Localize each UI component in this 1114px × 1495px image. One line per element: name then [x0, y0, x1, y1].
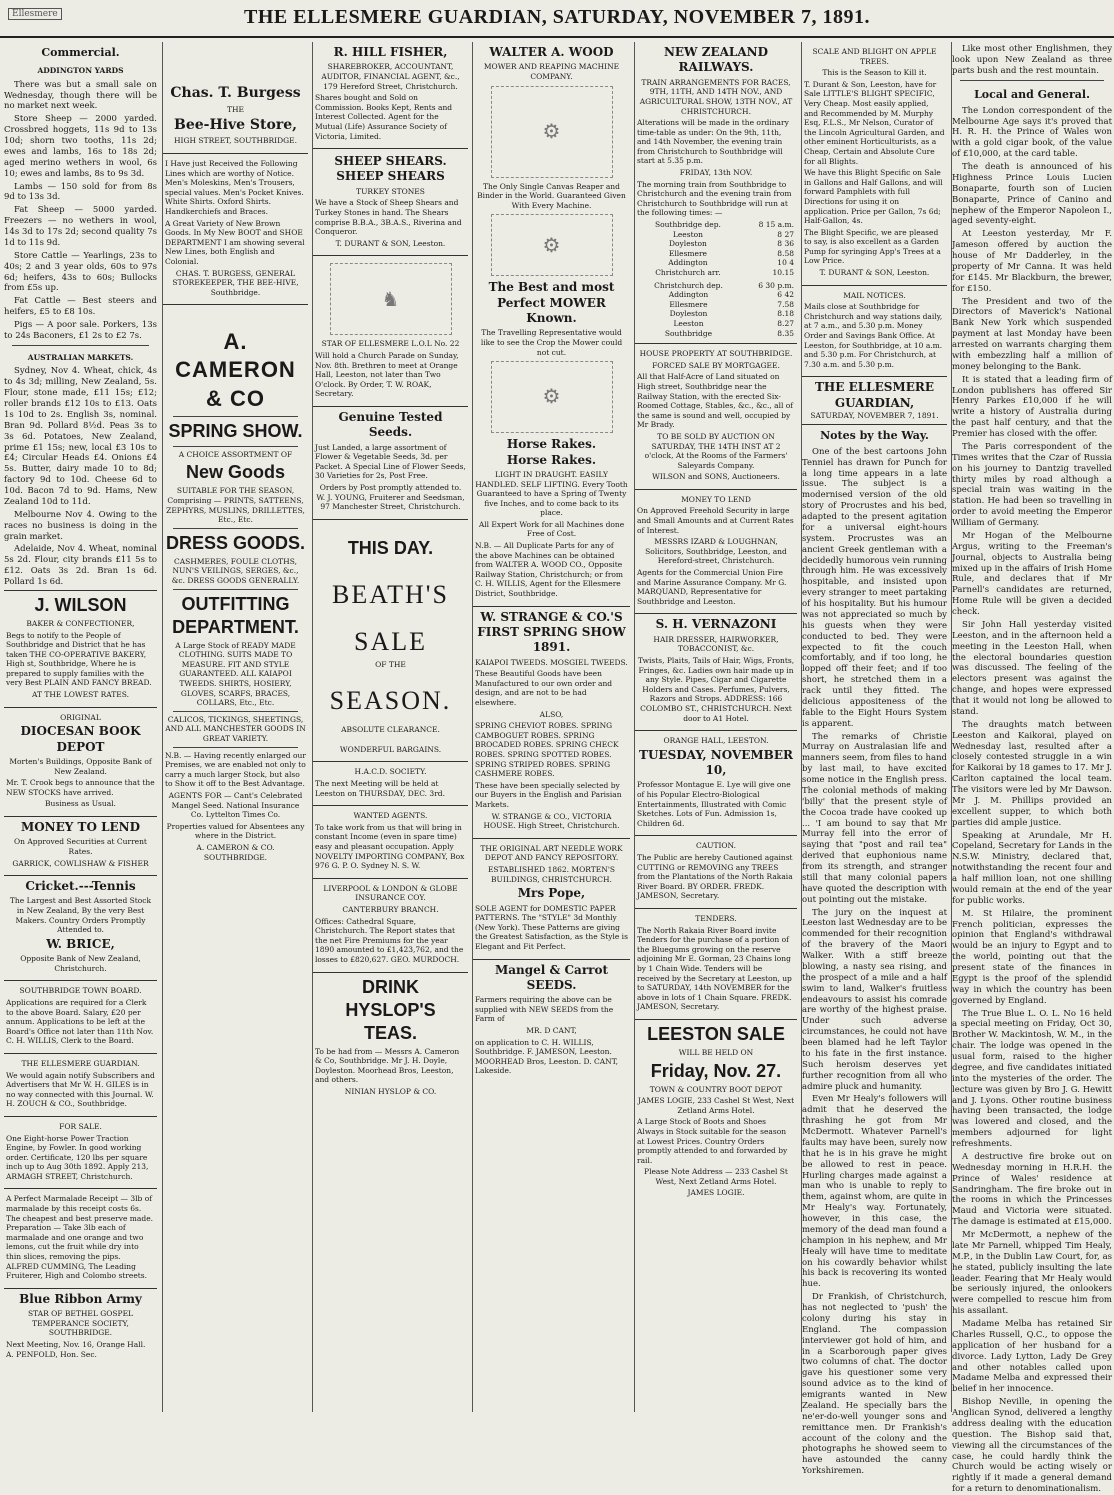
burgess-text2: A Great Variety of New Brown Goods. In My New BOOT and SHOE DEPARTMENT I am showing several New Lines, both English and Colonial.	[165, 218, 305, 266]
timetable-row	[637, 281, 795, 291]
choice-text: A CHOICE ASSORTMENT OF	[178, 449, 293, 459]
strange-ad	[473, 607, 630, 839]
diocesan-heading: DIOCESAN BOOK DEPOT	[20, 724, 141, 754]
notes-heading: Notes by the Way.	[820, 428, 929, 442]
wilson-ad	[4, 590, 157, 708]
suitable-text: SUITABLE FOR THE SEASON, Comprising — PRINTS, SATTEENS, ZEPHYRS, MUSLINS, DRILLETTES, Etc., Etc.	[166, 486, 305, 525]
guardian-heading: THE ELLESMERE GUARDIAN.	[21, 1058, 140, 1068]
logie-text: JAMES LOGIE, 233 Cashel St West, Next Zetland Arms Hotel.	[637, 1096, 795, 1115]
vernazoni-sub: HAIR DRESSER, HAIRWORKER, TOBACCONIST, &c.	[653, 634, 779, 654]
liverpool-text: Offices: Cathedral Square, Christchurch. The Report states that the net Fire Premiums for the year 1890 amounted to £1,423,762, and the losses to £820,627. GEO. MURDOCH.	[315, 916, 464, 964]
vernazoni-ad	[635, 614, 797, 731]
adelaide-text: Adelaide, Nov 4. Wheat, nominal 5s 2d. Flour, city brands £11 5s to £12. Oats 3s 2d. Bran 1s 6d. Pollard 1s 6d.	[4, 544, 157, 588]
editorial-masthead	[802, 377, 947, 424]
tenders-heading: TENDERS.	[695, 913, 737, 923]
mangel-text: Farmers requiring the above can be supplied with NEW SEEDS from the Farm of	[475, 995, 614, 1024]
liverpool-ad	[313, 879, 468, 973]
local-item: The death is announced of his Highness Prince Louis Lucien Bonaparte, fourth son of Lucien Bonaparte, Prince of Canino and nephew of the Emperor Napoleon I., aged seventy-eight.	[952, 162, 1112, 227]
friday-heading: FRIDAY, 13th NOV.	[679, 168, 753, 178]
mangel-heading: Mangel & Carrot SEEDS.	[494, 962, 609, 992]
australian-markets-heading: AUSTRALIAN MARKETS.	[27, 352, 134, 362]
column-7	[951, 42, 1112, 1495]
timetable-down	[637, 281, 795, 339]
ribbon-sub: STAR OF BETHEL GOSPEL TEMPERANCE SOCIETY, SOUTHBRIDGE.	[27, 1309, 134, 1338]
local-item: The True Blue L. O. L. No 16 held a special meeting on Friday, Oct 30, Brother W. Mackintosh, W. M., in the chair. The lodge was opened in the usual form, raised to the higher degree, and five candidates initiated into the mysteries of the order. The lecture was given by Bro J. G. Hewitt and J. Lyons. Other routine business having been transacted, the lodge was lowered and closed, and the members adjourned for light refreshments.	[952, 1008, 1112, 1150]
column-3	[312, 42, 468, 1412]
burgess-heading: Chas. T. Burgess	[170, 85, 301, 101]
diocesan-sub: Morten's Buildings, Opposite Bank of New Zealand.	[9, 756, 152, 776]
also-text: ALSO,	[539, 709, 564, 719]
brice-sub: Opposite Bank of New Zealand, Christchurch.	[20, 954, 141, 973]
tenders-text: The North Rakaia River Board invite Tenders for the purchase of a portion of the Bluegums growing on the reserve adjoining Mr E. Gorman, 23 Chains long by 1 Chain Wide. Tenders will be received by the Secretary at Leeston, up to SATURDAY, 14th NOVEMBER for the above in lots of 1 Chain Square. FREDK. JAMESON, Secretary.	[637, 925, 792, 1012]
horseman-illustration-icon: ♞	[330, 263, 452, 335]
blight-sign: T. DURANT & SON, Leeston.	[819, 268, 930, 278]
calicos-text: CALICOS, TICKINGS, SHEETINGS, AND ALL MANCHESTER GOODS IN GREAT VARIETY.	[165, 714, 306, 744]
departure-time: 8.35	[777, 328, 794, 338]
tuesday-heading: TUESDAY, NOVEMBER 10,	[639, 747, 793, 778]
local-item: A destructive fire broke out on Wednesday morning in H.R.H. the Prince of Wales' residence at Sandringham. The fire broke out in the rooms in which the Princesses Maud and Victoria were situated. The damage is estimated at £15,000.	[952, 1151, 1112, 1228]
railways-ad	[635, 42, 797, 344]
cant-name: MR. D CANT,	[526, 1026, 577, 1035]
timetable-row	[637, 220, 795, 230]
caution-heading: CAUTION.	[695, 841, 737, 851]
nb-text: N.B. — Having recently enlarged our Premises, we are enabled not only to carry a much larger Stock, but also to Show it off to the Best Advantage.	[165, 750, 306, 789]
mail-heading: MAIL NOTICES.	[843, 290, 906, 300]
hacd-text: The next Meeting will be held at Leeston on THURSDAY, DEC. 3rd.	[315, 779, 445, 798]
money-ad	[4, 817, 157, 876]
cameron-sign: A. CAMERON & CO. SOUTHBRIDGE.	[196, 842, 275, 862]
lambs-text: Lambs — 150 sold for from 8s 9d to 13s 3d.	[4, 181, 157, 203]
departure-time: 10 4	[777, 258, 794, 268]
fisher-heading: R. HILL FISHER,	[333, 45, 448, 59]
lend-ad	[635, 490, 797, 615]
logie-sign: JAMES LOGIE.	[687, 1188, 745, 1198]
blight-sub: This is the Season to Kill it.	[822, 68, 927, 78]
lodge-text: Will hold a Church Parade on Sunday, Nov. 8th. Brethren to meet at Orange Hall, Leeston, not later than Two O'clock. By Order, T. W. ROAK, Secretary.	[315, 350, 459, 399]
station-name: Southbridge	[664, 328, 713, 338]
marquand-text: Agents for the Commercial Union Fire and Marine Assurance Company. Mr G. MARQUAND, Representative for Southbridge and Leeston.	[637, 568, 787, 606]
guardian-text: We would again notify Subscribers and Advertisers that Mr W. H. GILES is in no way connected with this Journal. W. H. ZOUCH & CO., Southbridge.	[6, 1070, 155, 1109]
timetable-up	[637, 220, 795, 278]
timetable-row	[637, 239, 795, 249]
shears-text: We have a Stock of Sheep Shears and Turkey Stones in hand. The Shears comprise B.B.A., 3B.A.S., Riverina and Conqueror.	[315, 198, 462, 237]
strange-year: 1891.	[532, 640, 571, 655]
rakes-text: LIGHT IN DRAUGHT. EASILY HANDLED. SELF LIFTING. Every Tooth Guaranteed to have a Spring of Twenty five Inches, and to come back to its place.	[475, 469, 628, 518]
divider	[173, 446, 298, 447]
timetable-row	[637, 329, 795, 339]
station-name: Addington	[668, 258, 708, 268]
departure-time: 8 27	[777, 229, 794, 239]
timetable-row	[637, 268, 795, 278]
brice-name: W. BRICE,	[46, 936, 115, 951]
cricket-text: The Largest and Best Assorted Stock in New Zealand, By the very Best Makers. Country Orders Promptly Attended to.	[9, 896, 152, 935]
lodge-ad	[313, 256, 468, 407]
local-item: The Paris correspondent of the Times writes that the Czar of Russia on his journey to Dantzig travelled thirty miles by road although a special train was waiting in the station. He had been so travelling in order to avoid meeting the Emperor William of Germany.	[952, 441, 1112, 529]
dress-heading: DRESS GOODS.	[165, 532, 306, 553]
local-item: Bishop Neville, in opening the Anglican Synod, delivered a lengthy address dealing with the education question. The Bishop said that, viewing all the circumstances of the case, he could hardly think the Church would be acting wisely or rightly if it made a general demand for a return to denominationalism.	[952, 1397, 1112, 1495]
local-item: The draughts match between Leeston and Kaikorai, played on Wednesday last, resulted after a closely contested struggle in a win for Kaikorai by 18 games to 17. Mr J. Carlton captained the local team. The visitors were led by Mr Dawson. Mr J. M. Phillips provided an excellent supper, to which both parties did ample justice.	[952, 719, 1112, 828]
cant-text: on application to C. H. WILLIS, Southbridge. F. JAMESON, Leeston. MOORHEAD Bros, Leeston. D. CANT, Lakeside.	[475, 1037, 619, 1076]
blight-text2: We have this Blight Specific on Sale in Gallons and Half Gallons, and will forward Pamphlets with full Directions for using it on application. Price per Gallon, 7s 6d; Half-Gallon, 4s.	[804, 168, 943, 226]
fisher-text: SHAREBROKER, ACCOUNTANT, AUDITOR, FINANCIAL AGENT, &c., 179 Hereford Street, Christchurch.	[321, 62, 460, 91]
sale-text: One Eight-horse Power Traction Engine, by Fowler. In good working order. Certificate, 120 lbs per square inch up to Aug 30th 1892. Apply 213, ARMAGH STREET, Christchurch.	[6, 1133, 149, 1181]
caution-ad	[635, 836, 797, 909]
departure-time: 8.58	[777, 248, 794, 258]
blight-text: T. Durant & Son, Leeston, have for Sale LITTLE'S BLIGHT SPECIFIC, Very Cheap. Most easily applied, and Recommended by M. Murphy Esq, F.L.S., Mr Nelson, Curator of the Lincoln Agricultural Garden, and other eminent Horticulturists, as a Cheap, Certain and Absolute Cure for all Blights.	[804, 79, 945, 166]
rake-illustration-icon: ⚙	[491, 361, 613, 433]
beath-ad	[313, 520, 468, 763]
board-ad	[4, 981, 157, 1054]
departure-time: 8 36	[777, 239, 794, 249]
hyslop-text: To be had from — Messrs A. Cameron & Co, Southbridge. Mr J. H. Doyle, Doyleston. Moorhead Bros, Leeston, and others.	[315, 1046, 460, 1085]
board-heading: SOUTHBRIDGE TOWN BOARD.	[19, 986, 142, 996]
house-property-ad	[635, 344, 797, 490]
wilson-text: Begs to notify to the People of Southbridge and District that he has taken THE CO-OPERATIVE BAKERY, High st, Southbridge, Where he is prepared to supply families with the very Best PLAIN AND FANCY BREAD.	[6, 630, 152, 688]
sale-heading-big: SALE	[354, 627, 427, 657]
paper-date: SATURDAY, NOVEMBER 7, 1891.	[810, 411, 939, 421]
tenders-ad	[635, 909, 797, 1020]
canterbury-text: CANTERBURY BRANCH.	[342, 904, 439, 914]
station-name: Southbridge dep.	[654, 220, 721, 230]
leeston-sale-ad	[635, 1020, 797, 1205]
seeds-text: Just Landed, a large assortment of Flower & Vegetable Seeds, 3d. per Packet. A Special Line of Flower Seeds, 30 Varieties for 2s, Post Free.	[315, 442, 466, 481]
ribbon-heading: Blue Ribbon Army	[19, 1291, 142, 1306]
timetable-row	[637, 300, 795, 310]
addington-heading: ADDINGTON YARDS	[37, 66, 124, 76]
timetable-row	[637, 309, 795, 319]
house-text: All that Half-Acre of Land situated on High street, Southbridge near the Railway Station, with the erected Six-Roomed Cottage, Stables, &c., &c., all of the same is sound and well, occupied by Mr Brady.	[637, 372, 794, 430]
new-goods-heading: New Goods	[185, 462, 285, 483]
divider	[173, 416, 298, 417]
column-4	[472, 42, 630, 1412]
beath-heading: BEATH'S	[332, 579, 449, 609]
store-cattle-text: Store Cattle — Yearlings, 23s to 40s; 2 and 3 year olds, 60s to 97s 6d; heifers, 43s to 60s; Bullocks from £5s up.	[4, 250, 157, 294]
notes-paragraph: Dr Frankish, of Christchurch, has not neglected to 'push' the colony during his stay in England. The compassion interviewer got hold of him, and in a Scarborough paper gives two columns of chat. The doctor gave his questioner some very sound advice as to the kind of emigrants wanted in New Zealand. He specially bars the ne'er-do-well younger sons and remittance men. Dr Frankish's account of the colony and the photographs he showed seem to have astounded the canny Yorkshiremen.	[802, 1292, 947, 1477]
cameron-heading: A. CAMERON & CO	[175, 329, 296, 411]
divider	[173, 589, 298, 590]
guardian-notice	[4, 1054, 157, 1117]
blight-text3: The Blight Specific, we are pleased to say, is also excellent as a Garden Pump for syringing App's Trees at a Low Price.	[804, 227, 941, 266]
money-firm: GARRICK, COWLISHAW & FISHER	[12, 858, 149, 868]
season-heading: SEASON.	[329, 685, 452, 715]
continued-text: Like most other Englishmen, they look upon New Zealand as three parts bush and the rest mountain.	[952, 44, 1112, 76]
cricket-ad	[4, 876, 157, 981]
wilson-tag: AT THE LOWEST RATES.	[31, 690, 130, 700]
shears-ad	[313, 149, 468, 256]
seeds-heading: Genuine Tested Seeds.	[338, 409, 443, 440]
station-name: Doyleston	[669, 309, 708, 319]
station-name: Ellesmere	[669, 299, 708, 309]
newspaper-title: THE ELLESMERE GUARDIAN, SATURDAY, NOVEMBER 7, 1891.	[244, 6, 870, 28]
wilson-name: J. WILSON	[34, 594, 127, 615]
notes-paragraph: The jury on the inquest at Leeston last Wednesday are to be commended for their recognition of the bravery of the Maori Walker. With a stiff breeze blowing, a nasty sea rising, and the prospect of a mile and a half swim to land, Walker's fruitless endeavours to assist his comrade are worthy of the highest praise. Under such adverse circumstances, he could not have been blamed had he left Taylor to his fate in the first instance. Such heroism deserves yet further recognition from all who admire pluck and humanity.	[802, 907, 948, 1092]
melbourne-text: Melbourne Nov 4. Owing to the races no business is doing in the grain market.	[4, 509, 157, 542]
caution-text: The Public are hereby Cautioned against CUTTING or REMOVING any TREES from the Plantations of the North Rakaia River Board. BY ORDER. FREDK. JAMESON, Secretary.	[637, 852, 793, 901]
mail-notices	[802, 286, 947, 378]
column-2	[162, 42, 308, 1412]
leeston-sale-heading: LEESTON SALE	[647, 1023, 785, 1044]
page-ref-box: Ellesmere	[8, 8, 62, 20]
cricket-heading: Cricket.---Tennis	[25, 879, 136, 894]
absolute-text: ABSOLUTE CLEARANCE.	[341, 725, 440, 735]
station-name: Leeston	[672, 229, 703, 239]
divider	[12, 345, 149, 346]
hyslop-heading: HYSLOP'S	[345, 999, 436, 1020]
local-item: It is stated that a leading firm of London publishers has offered Sir Henry Parkes £10,000 if he will write a history of Australia during the past half century, and that the Premier has closed with the offer.	[952, 374, 1112, 440]
boot-text: A Large Stock of Boots and Shoes Always in Stock suitable for the season at Lowest Prices. Country Orders promptly attended to and forwarded by rail.	[637, 1117, 788, 1165]
mower-illustration-icon: ⚙	[491, 214, 613, 276]
cameron-ad	[163, 305, 308, 869]
blight-ad	[802, 42, 947, 286]
local-item: M. St Hilaire, the prominent French politician, expresses the opinion that England's withdrawal would be an injury to Egypt and to the world, pointing out that the present state of the finances in Egypt is the proof of the splendid way in which the country has been governed by England.	[952, 908, 1112, 1006]
divider	[960, 80, 1104, 81]
hyslop-ad	[313, 973, 468, 1104]
board-text: Applications are required for a Clerk to the above Board. Salary, £20 per annum. Applications to be left at the Board's Office not later than 11th Nov. C. H. WILLIS, Clerk to the Board.	[6, 997, 154, 1046]
preserve-ad	[4, 1189, 157, 1288]
pigs-text: Pigs — A poor sale. Porkers, 13s to 24s Baconers, £1 2s to £2 7s.	[4, 320, 157, 341]
wood-text: The Only Single Canvas Reaper and Binder in the World. Guaranteed Given With Every Machine.	[477, 181, 626, 210]
orange-hall-ad	[635, 731, 797, 836]
wood-heading: WALTER A. WOOD	[489, 45, 614, 59]
money-heading: MONEY TO LEND	[20, 819, 141, 834]
wood-ad	[473, 42, 630, 607]
paper-heading: THE ELLESMERE GUARDIAN,	[815, 380, 934, 410]
column-5	[634, 42, 797, 1412]
wood-nb-text: N.B. — All Duplicate Parts for any of the above Machines can be obtained from WALTER A. WOOD CO., Opposite Railway Station, Christchurch; or from C. H. WILLIS, Agent for the Ellesmere District, Southbridge.	[475, 541, 624, 599]
rakes-heading-1: Horse Rakes.	[506, 437, 597, 452]
masthead	[0, 0, 1114, 38]
departure-time: 8 15 a.m.	[758, 220, 794, 230]
young-text: Orders by Post promptly attended to. W. J. YOUNG, Fruiterer and Seedsman, 97 Manchester Street, Christchurch.	[316, 483, 465, 512]
this-day-heading: THIS DAY.	[347, 537, 434, 558]
station-name: Doyleston	[669, 239, 707, 249]
spring-heading: SPRING SHOW.	[168, 420, 303, 441]
local-item: The President and two of the Directors of Maverick's National Bank New York which suspended payment at last Monday have been arrested on warrants charging them with embezzling half a million of money belonging to the Bank.	[952, 296, 1112, 372]
shears-sub: TURKEY STONES	[356, 186, 425, 196]
vernazoni-heading: S. H. VERNAZONI	[655, 617, 777, 632]
diocesan-ad	[4, 708, 157, 817]
lend-text: On Approved Freehold Security in large and Small Amounts and at Current Rates of Interest.	[637, 506, 794, 535]
teas-heading: TEAS.	[363, 1022, 417, 1043]
morning-text: The morning train from Southbridge to Christchurch and the evening train from Christchurch to Southbridge will run at the following times: —	[637, 179, 792, 218]
station-name: Ellesmere	[668, 248, 707, 258]
departure-time: 8.18	[777, 309, 794, 319]
beehive-heading: Bee-Hive Store,	[174, 116, 297, 133]
hyslop-sign: NINIAN HYSLOP & CO.	[344, 1087, 437, 1096]
store-sheep-text: Store Sheep — 2000 yarded. Crossbred hoggets, 11s 9d to 13s 10d; shorn two tooths, 11s 2d; ewes and lambs, 16s to 18s 2d; aged merino wethers in wool, 6s 10; ewes and lambs, 8s to 9s 3d.	[4, 114, 157, 179]
commercial-heading: Commercial.	[41, 46, 120, 59]
traveller-text: The Travelling Representative would like to see the Crop the Mower could not cut.	[480, 328, 623, 357]
timetable-row	[637, 258, 795, 268]
strange-sign: W. STRANGE & CO., VICTORIA HOUSE. High Street, Christchurch.	[483, 811, 620, 831]
blue-ribbon-ad	[4, 1289, 157, 1366]
wilson-sub: BAKER & CONFECTIONER,	[26, 618, 135, 628]
addington-text: There was but a small sale on Wednesday, though there will be no market next week.	[4, 79, 157, 112]
notice-text: Please Note Address — 233 Cashel St West, Next Zetland Arms Hotel.	[644, 1167, 788, 1186]
needle-ad	[473, 839, 630, 960]
money-text: On Approved Securities at Current Rates.	[14, 837, 147, 856]
izard-text: MESSRS IZARD & LOUGHNAN, Solicitors, Southbridge, Leeston, and Hereford-street, Christchurch.	[645, 537, 787, 566]
fat-cattle-text: Fat Cattle — Best steers and heifers, £5 to £8 10s.	[4, 296, 157, 318]
rakes-heading-2: Horse Rakes.	[506, 452, 597, 467]
fisher-text2: Shares bought and Sold on Commission. Books Kept, Rents and Interest Collected. Agent for the Mutual (Life) Assurance Society of Victoria, Limited.	[315, 93, 453, 141]
station-name: Christchurch arr.	[655, 268, 721, 277]
for-sale-ad	[4, 1117, 157, 1190]
column-1	[4, 42, 157, 1412]
burgess-sign: CHAS. T. BURGESS, GENERAL STOREKEEPER, THE BEE-HIVE, Southbridge.	[172, 268, 299, 297]
railways-text: Alterations will be made in the ordinary time-table as under: On the 9th, 11th, and 14th November, the evening train from Christchurch to Southbridge will start at 5.35 p.m.	[637, 118, 789, 166]
local-item: The London correspondent of the Melbourne Age says it's proved that H. R. H. the Prince of Wales won with a gold cigar book, of the value of £10,000, at the card table.	[952, 105, 1112, 160]
sydney-text: Sydney, Nov 4. Wheat, chick, 4s to 4s 3d; milling, New Zealand, 5s. Flour, stone made, £11 15s; £12; roller brands £12 10s to £13. Oats 1s 10d to 2s. English 3s, nominal. Bran 9d. Pollard 8½d. Peas 3s to 3s 6d. Potatoes, New Zealand, prime £1 15s; new, local £3 10s to £4; Circular Heads £4. Onions £4 5s. Butter, dairy made 10 to 8d; factory 9d to 10d. Cheese 6d to 10d. Bacon 7d to 9d. Hams, New Zealand 10d to 11d.	[4, 366, 157, 507]
local-item: Mr Hogan of the Melbourne Argus, writing to the Freeman's Journal, objects to Australia being mixed up in the affairs of Irish Home Rule, and declares that if Mr Parnell's candidates are returned, Home Rule will be given a decided check.	[952, 530, 1112, 618]
timetable-row	[637, 249, 795, 259]
vernazoni-text: Twists, Plaits, Tails of Hair, Wigs, Fronts, Fringes, &c. Ladies own hair made up in any Style. Pipes, Cigar and Cigarette Holders and Cases. Perfumes, Pulvers, Razors and Strops. ADDRESS: 166 COLOMBO ST., CHRISTCHURCH. Next door to A1 Hotel.	[637, 655, 795, 723]
local-item: Sir John Hall yesterday visited Leeston, and in the afternoon held a meeting in the Leeston Hall, when the electoral boundaries question was discussed. The feeling of the electors present was against the change, and hopes were expressed that it would not long be allowed to stand.	[952, 619, 1112, 717]
agents-text: AGENTS FOR — Cant's Celebrated Mangel Seed. National Insurance Co. Lyttelton Times Co.	[168, 791, 303, 820]
pope-heading: Mrs Pope,	[517, 886, 586, 901]
railways-sub: TRAIN ARRANGEMENTS FOR RACES, 9TH, 11TH, AND 14TH NOV., AND AGRICULTURAL SHOW, 13TH NOV., AT CHRISTCHURCH.	[639, 77, 793, 116]
properties-text: Properties valued for Absentees any where in the District.	[166, 821, 305, 841]
local-item: Mr McDermott, a nephew of the late Mr Parnell, whipped Tim Healy, M.P., in the Dublin Law Court, for, as he stated, publicly insulting the late leader. Fearing that Mr Healy would be seriously injured, the onlookers were compelled to rescue him from his assailant.	[952, 1230, 1112, 1317]
mangel-ad	[473, 960, 630, 1083]
shears-sign: T. DURANT & SON, Leeston.	[335, 238, 446, 248]
lodge-heading: STAR OF ELLESMERE L.O.L No. 22	[321, 339, 460, 349]
fisher-ad	[313, 42, 468, 149]
held-text: WILL BE HELD ON	[678, 1047, 754, 1057]
departure-time: 8.27	[777, 318, 794, 328]
outfit-heading: OUTFITTING DEPARTMENT.	[172, 593, 299, 637]
diocesan-tag: Business as Usual.	[45, 799, 116, 809]
auction-text: TO BE SOLD BY AUCTION ON SATURDAY, THE 14TH INST AT 2 o'clock, At the Rooms of the Farmers' Saleyards Company.	[644, 431, 788, 470]
divider	[173, 711, 298, 712]
notes-paragraph: One of the best cartoons John Tenniel has drawn for Punch for a long time appears in a late issue. The subject is a modernised version of the old story of Procrustes and his bed, adapted to the present agitation for a universal eight-hours system. Procrustes was an ancient Greek gentleman with a decidedly humorous vein running through him. He was excessively hospitable, and insisted upon every stranger to meet partaking of his hospitality. But his humour was not appreciated so much by his guests when they were conducted to bed. They were expected to fit the couch comfortably, and if too long, he lopped off their feet; and if too short, he stretched them in a rack until they fitted. The delicious appositeness of the fable to the Eight Hours System is apparent.	[802, 446, 947, 729]
reaper-illustration-icon: ⚙	[491, 86, 613, 178]
station-name: Christchurch dep.	[654, 280, 723, 290]
sale-heading: FOR SALE.	[59, 1121, 102, 1131]
burgess-the: THE	[226, 104, 245, 114]
divider	[173, 747, 298, 748]
wanted-heading: WANTED AGENTS.	[353, 811, 428, 821]
expert-text: All Expert Work for all Machines done Free of Cost.	[478, 519, 625, 539]
local-item: Madame Melba has retained Sir Charles Russell, Q.C., to oppose the application of her husband for a divorce. Lady Lytton, Lady De Grey and other notables called upon Madame Melba and expressed their belief in her innocence.	[952, 1319, 1112, 1395]
ribbon-text: Next Meeting, Nov. 16, Orange Hall. A. PENFOLD, Hon. Sec.	[6, 1339, 146, 1359]
lend-heading: MONEY TO LEND	[681, 494, 751, 504]
notes-paragraph: Even Mr Healy's followers will admit that he deserved the thrashing he got from Mr McDermott. Whatever Parnell's faults may have been, surely now that he is in his grave he might be allowed to rest in peace. Hurling charges made against a man who is unable to reply to them, against whom, are quite in Mr Healy's way. Fortunately, however, in this case, the memory of the dead man found a champion in his nephew, and Mr Healy will have time to meditate on his cowardly behavior whilst his back is recovering its wonted hue.	[802, 1094, 947, 1290]
diocesan-text: Mr. T. Crook begs to announce that the NEW STOCKS have arrived.	[6, 778, 155, 797]
wanted-ad	[313, 806, 468, 879]
timetable-row	[637, 290, 795, 300]
pope-text: SOLE AGENT for DOMESTIC PAPER PATTERNS. The "STYLE" 3d Monthly (New York). These Patterns are giving the Greatest Satisfaction, as the Style is Elegant and Fit Perfect.	[475, 903, 628, 951]
hacd-ad	[313, 762, 468, 806]
liverpool-heading: LIVERPOOL & LONDON & GLOBE INSURANCE COY.	[323, 883, 458, 903]
timetable-row	[637, 230, 795, 240]
robes-list: SPRING CHEVIOT ROBES. SPRING CAMBOGUET ROBES. SPRING BROCADED ROBES. SPRING CHECK ROBES. SPRING SPOTTED ROBES. SPRING STRIPED ROBES. SPRING CASHMERE ROBES.	[475, 721, 619, 779]
boot-heading: TOWN & COUNTRY BOOT DEPOT	[649, 1084, 783, 1094]
departure-time: 6 42	[777, 290, 794, 300]
hacd-heading: H.A.C.D. SOCIETY.	[354, 767, 427, 777]
shears-heading: SHEEP SHEARS. SHEEP SHEARS	[334, 154, 447, 184]
diocesan-pre: ORIGINAL	[60, 712, 101, 722]
local-item: Speaking at Arundale, Mr H. Copeland, Secretary for Lands in the N.S.W. Ministry, declared that, notwithstanding the recent four and a half million loan, not one shilling would remain at the end of the year for public works.	[952, 830, 1112, 906]
outfit-text: A Large Stock of READY MADE CLOTHING. SUITS MADE TO MEASURE. FIT AND STYLE GUARANTEED. ALL KAIAPOI TWEEDS. SHIRTS, HOSIERY, GLOVES, SCARFS, BRACES, COLLARS, Etc., Etc.	[175, 640, 296, 708]
burgess-lines-ad	[163, 154, 308, 305]
blight-heading: SCALE AND BLIGHT ON APPLE TREES.	[812, 47, 937, 66]
mail-text: Mails close at Southbridge for Christchurch and way stations daily, at 7 a.m., and 5.30 p.m. Money Order and Savings Bank Office. At Leeston, for Southbridge, at 10 a.m. and 5.30 p.m. For Christchurch, at 7.30 a.m. and 5.30 p.m.	[804, 302, 943, 369]
house-heading: HOUSE PROPERTY AT SOUTHBRIDGE.	[639, 349, 793, 359]
drink-heading: DRINK	[362, 976, 419, 997]
wonderful-text: WONDERFUL BARGAINS.	[339, 744, 442, 754]
burgess-text: I Have just Received the Following Lines which are worthy of Notice. Men's Moleskins, Men's Trousers, special values. Men's Pocket Knives. White Shirts. Oxford Shirts. Handkerchiefs and Braces.	[165, 159, 304, 216]
wood-sub: MOWER AND REAPING MACHINE COMPANY.	[483, 62, 620, 81]
preserve-text: A Perfect Marmalade Receipt — 3lb of marmalade by this receipt costs 6s. The cheapest and best preserve made. Preparation — Take 3lb each of marmalade and one orange and two lemons, cut the fruit while dry into thin slices, removing the pips. ALFRED CUMMING, The Leading Fruiterer, High and Colombo streets.	[6, 1194, 154, 1281]
robes-text: These have been specially selected by our Buyers in the English and Parisian Markets.	[475, 780, 622, 810]
burgess-ad	[163, 42, 308, 154]
fat-sheep-text: Fat Sheep — 5000 yarded. Freezers — no wethers in wool, 14s 3d to 17s 2d; second quality 7s 1d to 11s 9d.	[4, 205, 157, 248]
needle-heading: THE ORIGINAL ART NEEDLE WORK DEPOT AND FANCY REPOSITORY.	[480, 843, 623, 863]
wanted-text: To take work from us that will bring in constant Income (even in spare time) easy and pleasant occupation. Apply NOVELTY IMPORTING COMPANY, Box 976 G. P. O. Sydney N. S. W.	[315, 822, 465, 871]
timetable-row	[637, 319, 795, 329]
departure-time: 7.58	[777, 299, 794, 309]
railways-heading: NEW ZEALAND RAILWAYS.	[663, 45, 769, 75]
beehive-sub: HIGH STREET, SOUTHBRIDGE.	[174, 136, 297, 146]
strange-heading: W. STRANGE & CO.'S FIRST SPRING SHOW	[477, 609, 626, 639]
station-name: Leeston	[673, 318, 704, 328]
departure-time: 10.15	[772, 268, 794, 277]
local-item: At Leeston yesterday, Mr F. Jameson offered by auction the house of Mr Dadderley, in the property of Mr Canna. It was held for £145. Mr Blackburn, the brewer, for £150.	[952, 229, 1112, 294]
strange-text: These Beautiful Goods have been Manufactured to our own order and design, and are not to be had elsewhere.	[475, 669, 613, 708]
mower-heading: The Best and most Perfect MOWER Known.	[488, 280, 615, 326]
divider	[173, 528, 298, 529]
of-the-text: OF THE	[375, 660, 406, 670]
local-general-heading: Local and General.	[974, 87, 1090, 101]
house-sub: FORCED SALE BY MORTGAGEE.	[652, 360, 780, 370]
column-6	[801, 42, 948, 1477]
station-name: Addington	[668, 290, 709, 300]
dress-text: CASHMERES, FOULE CLOTHS, NUN'S VEILINGS, SERGES, &c., &c. DRESS GOODS GENERALLY.	[171, 556, 300, 586]
needle-sub: ESTABLISHED 1862. MORTEN'S BUILDINGS, CHRISTCHURCH.	[487, 864, 616, 884]
friday-sale-heading: Friday, Nov. 27.	[650, 1060, 782, 1081]
notes-paragraph: The remarks of Christie Murray on Australasian life and manners seem, from files to hand by last mail, to have excited some notice in the English press. The colonial methods of making 'billy' that the present style of the Cocoa trade have cooked up ... 'I am bound to say that Mr Murray fell into the error of saying that "post and rail tea" derived that euphonious name from its strength, and stranger still that many colonial papers have quoted the description with out pointing out the mistake.	[802, 731, 947, 905]
lye-text: Professor Montague E. Lye will give one of his Popular Electro-Biological Entertainments, Illustrated with Comic Sketches. Lots of Fun. Admission 1s, Children 6d.	[637, 780, 791, 828]
departure-time: 6 30 p.m.	[758, 280, 794, 290]
seeds-ad	[313, 407, 468, 520]
auction-sign: WILSON and SONS, Auctioneers.	[652, 472, 780, 482]
tweeds-text: KAIAPOI TWEEDS. MOSGIEL TWEEDS.	[475, 657, 628, 667]
orange-heading: ORANGE HALL, LEESTON.	[663, 736, 769, 746]
